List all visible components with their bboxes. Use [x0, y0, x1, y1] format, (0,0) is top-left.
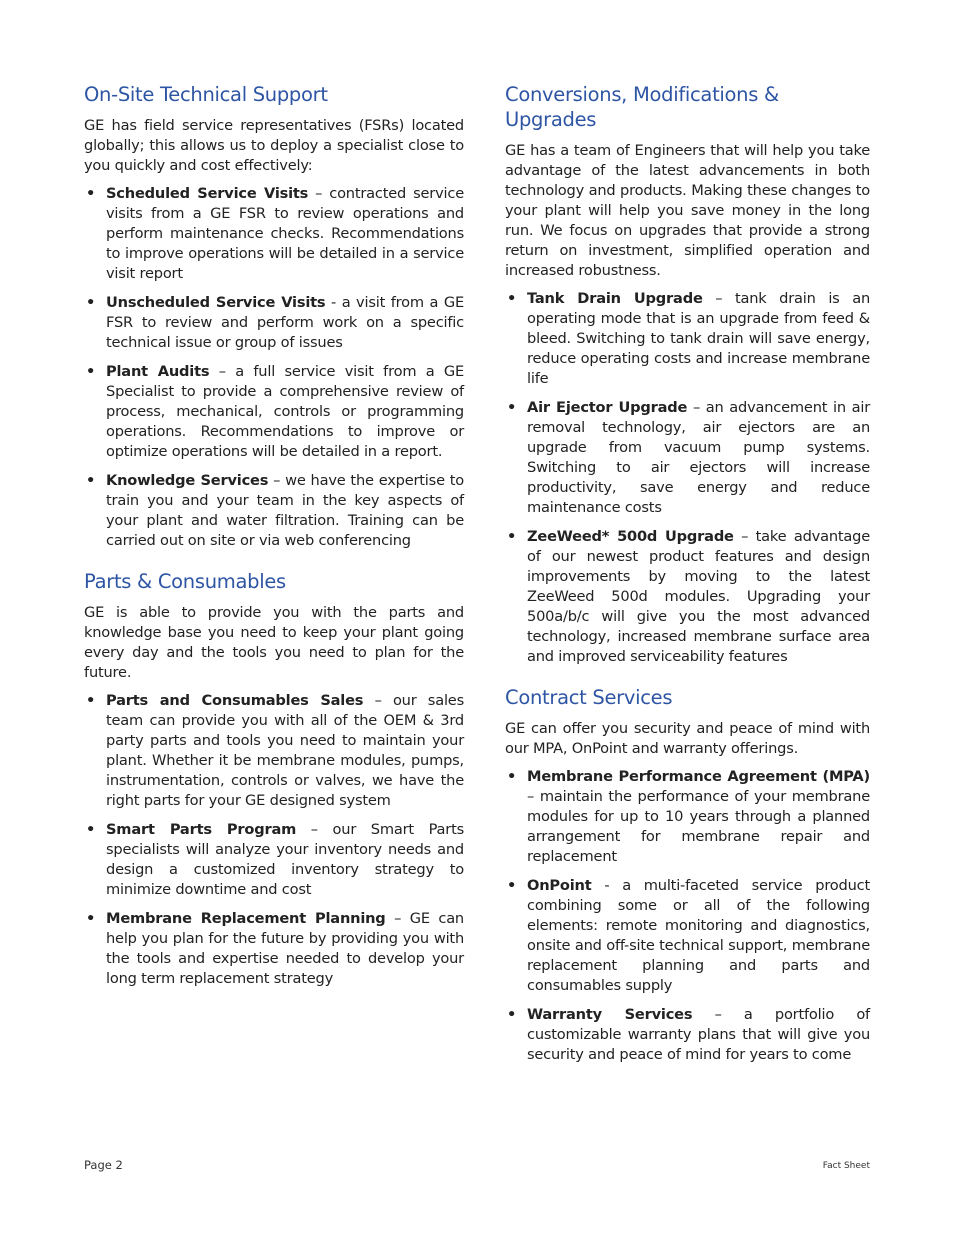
page-number: Page 2 — [84, 1158, 123, 1172]
item-term: Unscheduled Service Visits — [106, 294, 326, 311]
item-text: – our sales team can provide you with all of the OEM & 3rd party parts and tools you need to maintain your plant. Whether it be membrane modules, pumps, instrumentation, controls or valves, we have the right parts for your GE designed system — [106, 692, 464, 809]
list-item — [84, 909, 464, 989]
item-text: – maintain the performance of your membrane modules for up to 10 years through a planned arrangement for membrane repair and replacement — [527, 788, 870, 865]
item-text: – a portfolio of customizable warranty plans that will give you security and peace of mind for years to come — [527, 1006, 870, 1063]
item-term: Tank Drain Upgrade — [527, 290, 703, 307]
item-text: - a multi-faceted service product combining some or all of the following elements: remote monitoring and diagnostics, onsite and off-site technical support, membrane replacement planning and parts and consumables supply — [527, 877, 870, 994]
item-text: – take advantage of our newest product features and design improvements by moving to the latest ZeeWeed 500d modules. Upgrading your 500a/b/c will give you the most advanced technology, increased membrane surface area and improved serviceability features — [527, 528, 870, 665]
contract-section — [505, 685, 870, 1065]
bullet-icon: • — [507, 877, 517, 894]
item-term: Plant Audits — [106, 363, 210, 380]
list-item — [84, 362, 464, 462]
left-column — [84, 82, 464, 1007]
parts-list — [84, 691, 464, 989]
conversions-section — [505, 82, 870, 667]
bullet-icon: • — [86, 692, 96, 709]
onsite-intro: GE has field service representatives (FSRs) located globally; this allows us to deploy a specialist close to you quickly and cost effectively: — [84, 117, 464, 174]
list-item — [84, 471, 464, 551]
contract-intro: GE can offer you security and peace of mind with our MPA, OnPoint and warranty offerings. — [505, 720, 870, 757]
list-item — [84, 184, 464, 284]
conversions-heading: Conversions, Modifications & Upgrades — [505, 83, 779, 131]
item-term: Membrane Performance Agreement (MPA) — [527, 768, 870, 785]
bullet-icon: • — [507, 399, 517, 416]
item-term: Scheduled Service Visits — [106, 185, 309, 202]
item-text: – we have the expertise to train you and your team in the key aspects of your plant and water filtration. Training can be carried out on site or via web conferencing — [106, 472, 465, 549]
list-item — [505, 398, 870, 518]
list-item — [505, 527, 870, 667]
conversions-list — [505, 289, 870, 667]
item-text: – our Smart Parts specialists will analyze your inventory needs and design a customized inventory strategy to minimize downtime and cost — [106, 821, 464, 898]
item-text: – tank drain is an operating mode that is an upgrade from feed & bleed. Switching to tank drain will save energy, reduce operating costs and increase membrane life — [527, 290, 870, 387]
bullet-icon: • — [86, 294, 96, 311]
list-item — [505, 1005, 870, 1065]
bullet-icon: • — [86, 363, 96, 380]
list-item — [505, 289, 870, 389]
bullet-icon: • — [507, 290, 517, 307]
item-text: – GE can help you plan for the future by providing you with the tools and expertise needed to develop your long term replacement strategy — [106, 910, 464, 987]
parts-heading: Parts & Consumables — [84, 570, 286, 593]
item-term: Knowledge Services — [106, 472, 269, 489]
item-term: Warranty Services — [527, 1006, 693, 1023]
bullet-icon: • — [507, 1006, 517, 1023]
conversions-intro: GE has a team of Engineers that will help you take advantage of the latest advancements in both technology and products. Making these changes to your plant will help you save money in the long run. We focus on upgrades that provide a strong return on investment, simplified operation and increased robustness. — [505, 142, 870, 279]
item-term: ZeeWeed* 500d Upgrade — [527, 528, 734, 545]
item-term: Membrane Replacement Planning — [106, 910, 386, 927]
item-term: OnPoint — [527, 877, 592, 894]
onsite-heading: On-Site Technical Support — [84, 83, 328, 106]
item-term: Air Ejector Upgrade — [527, 399, 688, 416]
list-item — [84, 293, 464, 353]
parts-section — [84, 569, 464, 989]
contract-heading: Contract Services — [505, 686, 673, 709]
parts-intro: GE is able to provide you with the parts and knowledge base you need to keep your plant going every day and the tools you need to plan for the future. — [84, 604, 464, 681]
onsite-list — [84, 184, 464, 551]
bullet-icon: • — [86, 185, 96, 202]
bullet-icon: • — [86, 910, 96, 927]
list-item — [84, 691, 464, 811]
item-term: Smart Parts Program — [106, 821, 297, 838]
item-text: - a visit from a GE FSR to review and perform work on a specific technical issue or group of issues — [106, 294, 464, 351]
bullet-icon: • — [507, 528, 517, 545]
list-item — [84, 820, 464, 900]
bullet-icon: • — [507, 768, 517, 785]
document-type: Fact Sheet — [822, 1161, 870, 1171]
item-text: – an advancement in air removal technology, air ejectors are an upgrade from vacuum pump systems. Switching to air ejectors will increase productivity, save energy and reduce maintenance costs — [527, 399, 870, 516]
bullet-icon: • — [86, 821, 96, 838]
item-text: – contracted service visits from a GE FSR to review operations and perform maintenance checks. Recommendations to improve operations will be detailed in a service visit report — [106, 185, 464, 282]
list-item — [505, 876, 870, 996]
item-text: – a full service visit from a GE Specialist to provide a comprehensive review of process, mechanical, controls or programming operations. Recommendations to improve or optimize operations will be detailed in a report. — [106, 363, 464, 460]
list-item — [505, 767, 870, 867]
contract-list — [505, 767, 870, 1065]
item-term: Parts and Consumables Sales — [106, 692, 364, 709]
onsite-section — [84, 82, 464, 551]
right-column — [505, 82, 870, 1083]
bullet-icon: • — [86, 472, 96, 489]
